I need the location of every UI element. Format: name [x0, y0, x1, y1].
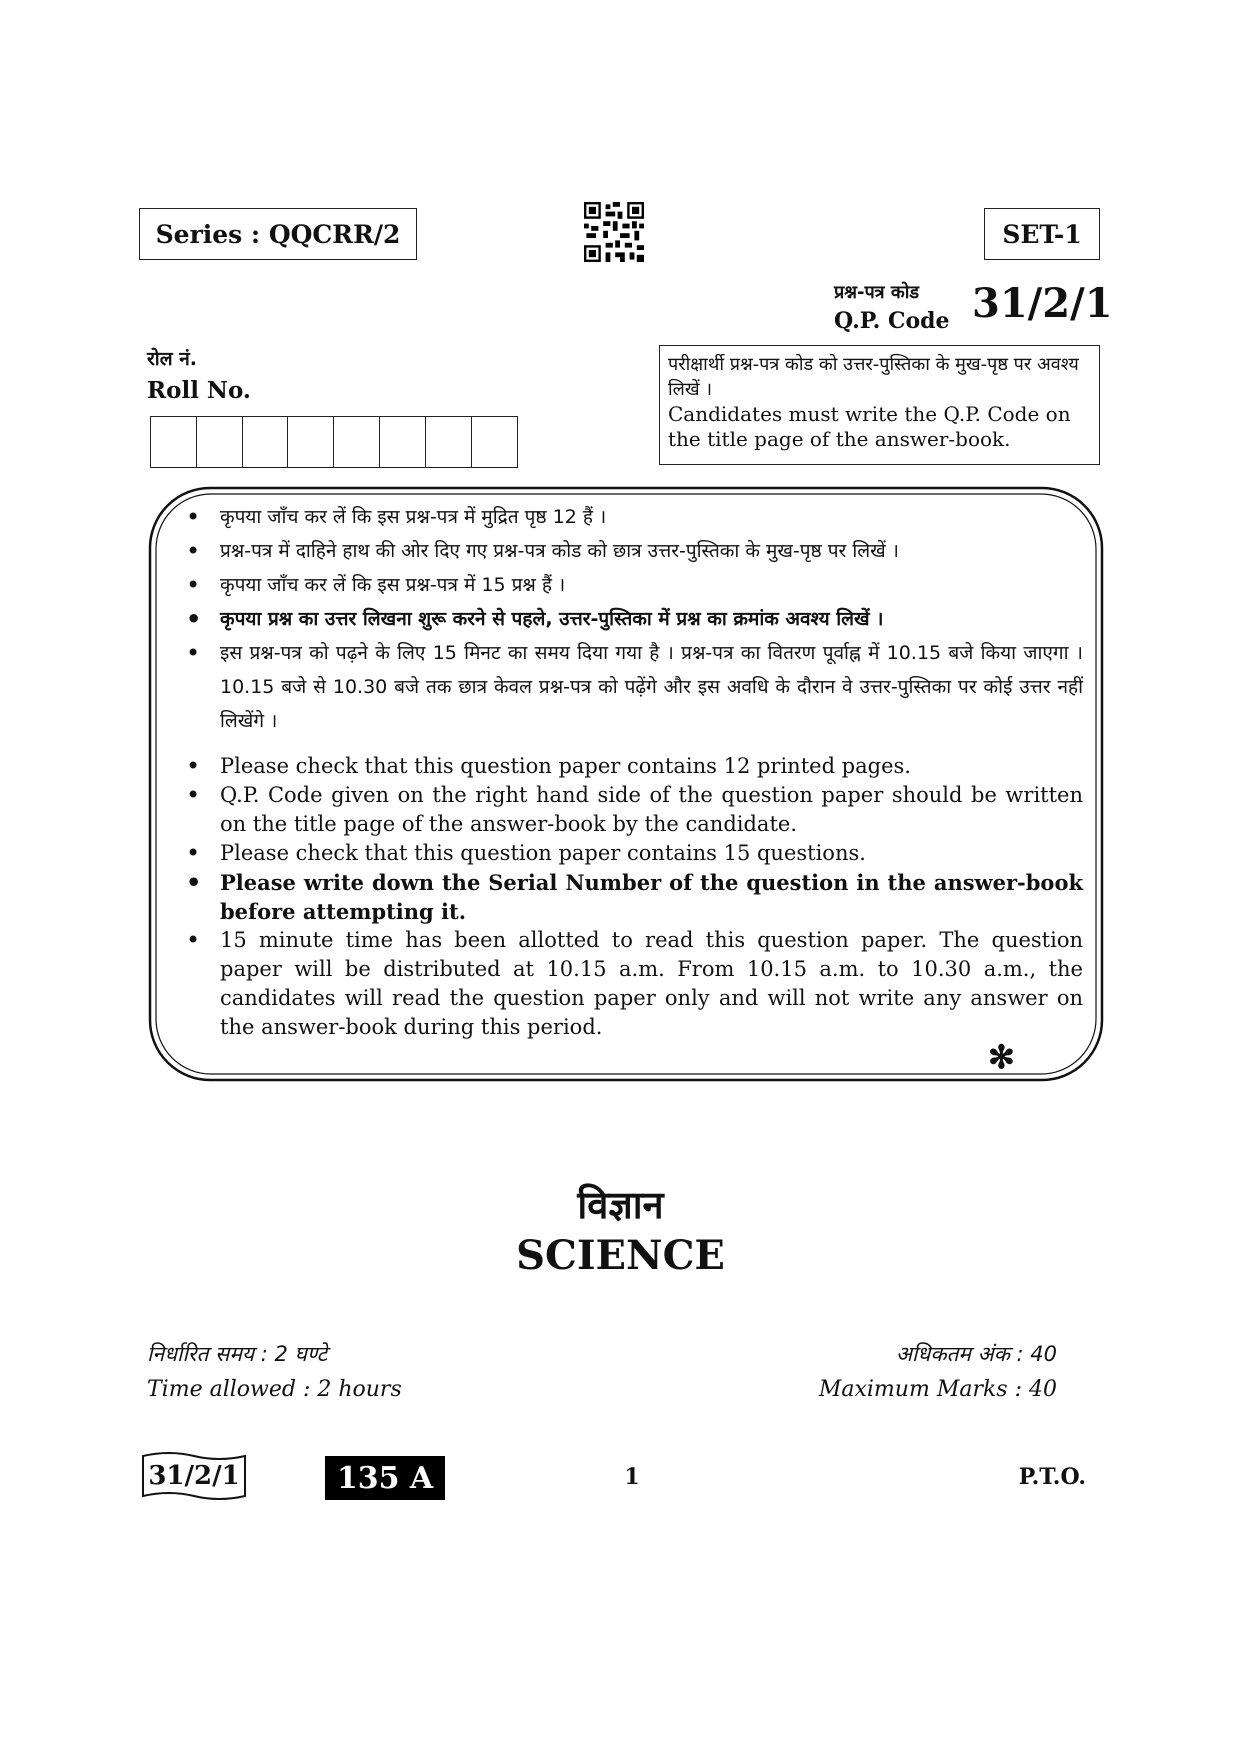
roll-box[interactable]: [472, 417, 518, 467]
pto-label: P.T.O.: [1018, 1464, 1086, 1490]
roll-box[interactable]: [151, 417, 197, 467]
instruction-english: • Q.P. Code given on the right hand side of the question paper should be written on the title page of the answer-book by the candidate.: [178, 781, 1083, 839]
subject-hindi: विज्ञान: [577, 1183, 664, 1227]
instruction-english: • Please check that this question paper contains 15 questions.: [178, 839, 1083, 868]
roll-label-hindi: रोल नं.: [147, 348, 197, 370]
footer-badge: 135 A: [325, 1456, 445, 1500]
instruction-english: • Please write down the Serial Number of the question in the answer-book before attempting it.: [178, 868, 1083, 926]
candidate-note-hindi: परीक्षार्थी प्रश्न-पत्र कोड को उत्तर-पुस्तिका के मुख-पृष्ठ पर अवश्य लिखें ।: [668, 354, 1079, 400]
page-number: 1: [624, 1464, 640, 1490]
candidate-note: [659, 345, 1100, 465]
instructions-list: [178, 500, 1083, 1042]
maximum-marks-hindi: अधिकतम अंक : 40: [895, 1342, 1057, 1366]
set-box: SET-1: [984, 208, 1100, 260]
qp-code-label-hindi: प्रश्न-पत्र कोड: [834, 282, 919, 303]
instruction-hindi: • कृपया जाँच कर लें कि इस प्रश्न-पत्र में 15 प्रश्न हैं ।: [178, 568, 1083, 602]
roll-number-grid[interactable]: [150, 416, 518, 468]
roll-box[interactable]: [197, 417, 243, 467]
series-box: Series : QQCRR/2: [139, 208, 417, 260]
roll-box[interactable]: [243, 417, 289, 467]
instruction-english: • 15 minute time has been allotted to read this question paper. The question paper will be distributed at 10.15 a.m. From 10.15 a.m. to 10.30 a.m., the candidates will read the question paper only and will not write any answer on the answer-book during this period.: [178, 926, 1083, 1042]
asterisk-icon: ✻: [988, 1038, 1015, 1076]
instruction-hindi: • कृपया जाँच कर लें कि इस प्रश्न-पत्र में मुद्रित पृष्ठ 12 हैं ।: [178, 500, 1083, 534]
instruction-english: • Please check that this question paper contains 12 printed pages.: [178, 752, 1083, 781]
roll-box[interactable]: [288, 417, 334, 467]
roll-box[interactable]: [380, 417, 426, 467]
footer-code-banner: [139, 1450, 249, 1502]
qr-code-icon: [584, 202, 644, 262]
instructions-box: [148, 486, 1104, 1082]
maximum-marks: Maximum Marks : 40: [818, 1377, 1057, 1402]
time-allowed-hindi: निर्धारित समय : 2 घण्टे: [147, 1342, 328, 1366]
qp-code-label: Q.P. Code: [834, 308, 950, 334]
roll-box[interactable]: [334, 417, 380, 467]
instruction-hindi: • कृपया प्रश्न का उत्तर लिखना शुरू करने से पहले, उत्तर-पुस्तिका में प्रश्न का क्रमांक अवश्य लिखें ।: [178, 602, 1083, 636]
candidate-note-english: Candidates must write the Q.P. Code on the title page of the answer-book.: [668, 402, 1071, 451]
instruction-hindi: • इस प्रश्न-पत्र को पढ़ने के लिए 15 मिनट का समय दिया गया है । प्रश्न-पत्र का वितरण पूर्वाह्न में 10.15 बजे किया जाएगा । 10.15 बजे से 10.30 बजे तक छात्र केवल प्रश्न-पत्र को पढ़ेंगे और इस अवधि के दौरान वे उत्तर-पुस्तिका पर कोई उत्तर नहीं लिखेंगे ।: [178, 636, 1083, 738]
roll-label: Roll No.: [147, 377, 251, 404]
qp-code: 31/2/1: [972, 280, 1113, 327]
roll-box[interactable]: [426, 417, 472, 467]
instruction-hindi: • प्रश्न-पत्र में दाहिने हाथ की ओर दिए गए प्रश्न-पत्र कोड को छात्र उत्तर-पुस्तिका के मुख-पृष्ठ पर लिखें ।: [178, 534, 1083, 568]
footer-code: 31/2/1: [148, 1461, 240, 1491]
subject-title: SCIENCE: [516, 1232, 725, 1279]
time-allowed: Time allowed : 2 hours: [147, 1377, 402, 1402]
